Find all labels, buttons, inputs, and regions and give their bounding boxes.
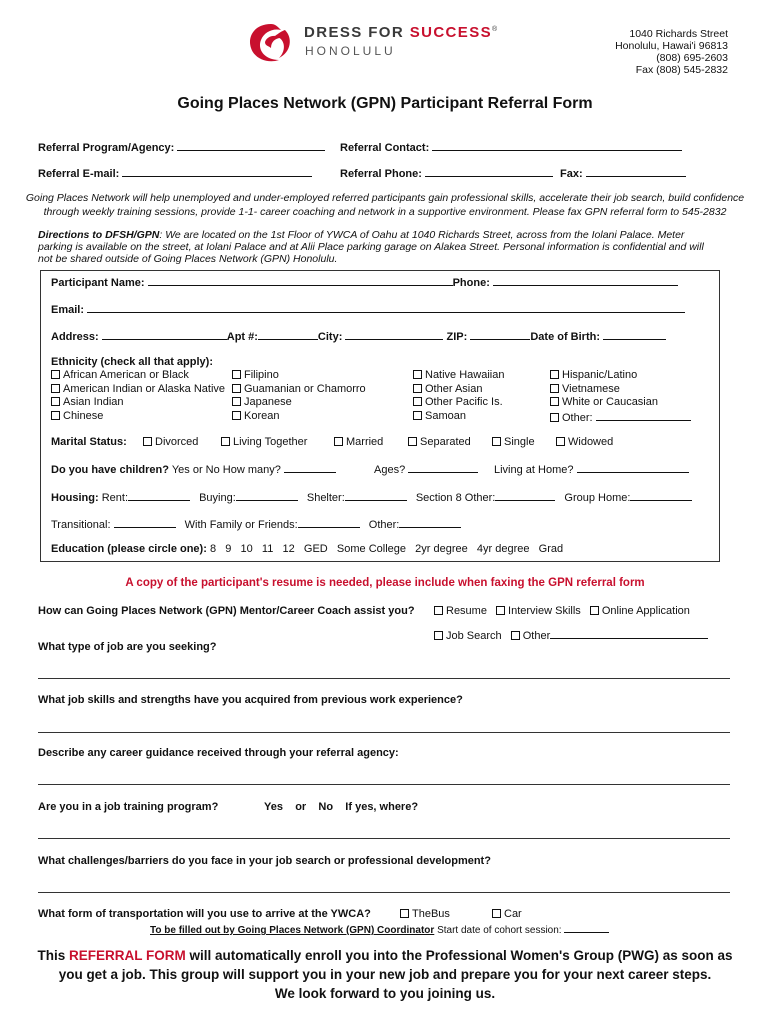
question-training: Are you in a job training program? [38, 801, 219, 813]
referral-program-field[interactable] [177, 140, 325, 151]
program-description-line-2: through weekly training sessions, provide 1-1- career coaching and network in a supportive environment. Please fax GPN referral form to 545-2832 [43, 206, 727, 218]
ethnicity-option[interactable]: African American or Black [51, 369, 225, 383]
with-family-label: With Family or Friends: [184, 519, 298, 531]
housing-other-field[interactable] [495, 490, 555, 501]
education-label: Education (please circle one): [51, 543, 207, 555]
housing-row [51, 490, 692, 504]
answer-line-training[interactable] [38, 838, 730, 839]
logo-wordmark [304, 24, 499, 41]
checkbox[interactable] [232, 370, 241, 379]
housing-rent-label: Rent: [101, 492, 129, 504]
living-home-label: Living at Home? [494, 464, 574, 476]
checkbox[interactable] [590, 606, 599, 615]
checkbox[interactable] [492, 909, 501, 918]
ethnicity-option[interactable]: Samoan [413, 410, 504, 424]
transport-option-car[interactable]: Car [492, 908, 522, 920]
assist-option-other[interactable]: Other [511, 630, 709, 642]
transitional-label: Transitional: [51, 519, 111, 531]
program-description-line-1: Going Places Network will help unemployed and under-employed referred participants gain professional skills, accelerate their job search, build confidence [25, 192, 745, 204]
zip-field[interactable] [470, 329, 530, 340]
answer-line-career-guidance[interactable] [38, 784, 730, 785]
ethnicity-column-4 [550, 369, 691, 425]
ethnicity-option[interactable]: Other: [550, 410, 691, 426]
transitional-row [51, 517, 461, 531]
checkbox[interactable] [511, 631, 520, 640]
registered-mark: ® [492, 26, 499, 33]
referral-email-row [38, 166, 312, 180]
zip-label: ZIP: [446, 331, 468, 343]
checkbox[interactable] [232, 411, 241, 420]
assist-options-row-1 [434, 605, 690, 617]
apt-label: Apt #: [226, 331, 258, 343]
checkbox[interactable] [334, 437, 343, 446]
assist-option-resume[interactable]: Resume [434, 605, 487, 617]
coordinator-row [150, 923, 609, 936]
footer-text-3: We look forward to you joining us. [274, 986, 496, 1001]
children-label: Do you have children? [51, 464, 169, 476]
living-home-field[interactable] [577, 462, 689, 473]
ethnicity-option[interactable]: American Indian or Alaska Native [51, 383, 225, 397]
start-date-field[interactable] [564, 923, 609, 933]
checkbox[interactable] [556, 437, 565, 446]
start-date-label: Start date of cohort session: [437, 925, 562, 936]
education-row [51, 543, 563, 555]
ages-row [374, 462, 478, 476]
participant-phone-label: Phone: [452, 277, 490, 289]
marital-option-single[interactable]: Single [492, 436, 535, 448]
assist-options-row-2 [434, 628, 708, 642]
ethnicity-option[interactable]: Native Hawaiian [413, 369, 504, 383]
referral-fax-field[interactable] [586, 166, 686, 177]
housing-rent-field[interactable] [128, 490, 190, 501]
referral-contact-row [340, 140, 682, 154]
directions-text: : We are located on the 1st Floor of YWCA of Oahu at 1040 Richards Street, across from the Iolani Palace. Meter parking is available on the street, at Iolani Palace and at Alii Place parking garage on Alakea Street. Personal information is confidential and will not be shared outside of Going Places Network (GPN) Honolulu. [38, 229, 704, 265]
housing-other2-label: Other: [368, 519, 400, 531]
how-many-field[interactable] [284, 462, 336, 473]
housing-other2-field[interactable] [399, 517, 461, 528]
logo-subtitle: HONOLULU [305, 44, 396, 58]
referral-contact-field[interactable] [432, 140, 682, 151]
children-yes-no[interactable]: Yes or No [171, 464, 220, 476]
referral-fax-row [560, 166, 686, 180]
city-label: City: [317, 331, 343, 343]
training-answer[interactable]: Yes or No If yes, where? [264, 801, 419, 813]
referral-program-row [38, 140, 325, 154]
checkbox[interactable] [51, 411, 60, 420]
checkbox[interactable] [550, 397, 559, 406]
referral-phone-row [340, 166, 553, 180]
participant-address-row [51, 329, 666, 343]
education-options[interactable]: 8 9 10 11 12 GED Some College 2yr degree 4yr degree Grad [209, 543, 564, 555]
address-label: Address: [51, 331, 99, 343]
referral-email-label: Referral E-mail: [38, 168, 120, 180]
marital-option-widowed[interactable]: Widowed [556, 436, 613, 448]
ethnicity-column-2 [232, 369, 366, 423]
with-family-field[interactable] [298, 517, 360, 528]
checkbox[interactable] [408, 437, 417, 446]
marital-status-label: Marital Status: [51, 436, 127, 448]
directions-paragraph [38, 229, 718, 265]
program-description [0, 191, 770, 219]
ethnicity-option[interactable]: White or Caucasian [550, 396, 691, 410]
assist-question: How can Going Places Network (GPN) Mentor/Career Coach assist you? [38, 605, 415, 617]
resume-note: A copy of the participant's resume is needed, please include when faxing the GPN referral form [125, 577, 645, 589]
ethnicity-option[interactable]: Hispanic/Latino [550, 369, 691, 383]
dob-label: Date of Birth: [530, 331, 601, 343]
referral-phone-label: Referral Phone: [340, 168, 422, 180]
checkbox[interactable] [434, 606, 443, 615]
marital-option-separated[interactable]: Separated [408, 436, 471, 448]
housing-group-home-label: Group Home: [564, 492, 631, 504]
housing-shelter-label: Shelter: [306, 492, 345, 504]
ethnicity-option[interactable]: Filipino [232, 369, 366, 383]
assist-option-job-search[interactable]: Job Search [434, 630, 502, 642]
ages-label: Ages? [374, 464, 406, 476]
checkbox[interactable] [413, 370, 422, 379]
question-job-skills: What job skills and strengths have you acquired from previous work experience? [38, 694, 463, 706]
checkbox[interactable] [221, 437, 230, 446]
children-row [51, 462, 336, 476]
footer-text-1: This [37, 948, 69, 963]
participant-name-field[interactable] [148, 275, 453, 286]
referral-email-field[interactable] [122, 166, 312, 177]
address-phone: (808) 695-2603 [656, 52, 728, 64]
checkbox[interactable] [232, 384, 241, 393]
ethnicity-option[interactable]: Other Pacific Is. [413, 396, 504, 410]
ethnicity-other-field[interactable] [596, 410, 691, 421]
address-fax: Fax (808) 545-2832 [635, 64, 728, 76]
participant-phone-field[interactable] [493, 275, 678, 286]
marital-option-married[interactable]: Married [334, 436, 383, 448]
directions-label: Directions to DFSH/GPN [38, 229, 160, 241]
transitional-field[interactable] [114, 517, 176, 528]
assist-option-online-application[interactable]: Online Application [590, 605, 690, 617]
checkbox[interactable] [550, 384, 559, 393]
housing-buying-field[interactable] [236, 490, 298, 501]
participant-email-label: Email: [51, 304, 85, 316]
checkbox[interactable] [413, 411, 422, 420]
ages-field[interactable] [408, 462, 478, 473]
ethnicity-option[interactable]: Guamanian or Chamorro [232, 383, 366, 397]
ethnicity-option[interactable]: Japanese [232, 396, 366, 410]
how-many-label: How many? [222, 464, 281, 476]
participant-email-row [51, 302, 685, 316]
logo-text-dress-for: DRESS FOR [304, 24, 410, 41]
answer-line-challenges[interactable] [38, 892, 730, 893]
referral-program-label: Referral Program/Agency: [38, 142, 175, 154]
referral-fax-label: Fax: [560, 168, 583, 180]
checkbox[interactable] [51, 397, 60, 406]
checkbox[interactable] [413, 384, 422, 393]
logo-text-success: SUCCESS [409, 24, 493, 41]
ethnicity-option[interactable]: Other Asian [413, 383, 504, 397]
address-street: 1040 Richards Street [629, 28, 728, 40]
checkbox[interactable] [492, 437, 501, 446]
marital-option-divorced[interactable]: Divorced [143, 436, 198, 448]
apt-field[interactable] [258, 329, 318, 340]
checkbox[interactable] [550, 413, 559, 422]
checkbox[interactable] [51, 384, 60, 393]
ethnicity-column-1 [51, 369, 225, 423]
checkbox[interactable] [400, 909, 409, 918]
checkbox[interactable] [413, 397, 422, 406]
question-career-guidance: Describe any career guidance received through your referral agency: [38, 747, 399, 759]
footer-message [0, 946, 770, 1003]
checkbox[interactable] [550, 370, 559, 379]
checkbox[interactable] [232, 397, 241, 406]
dress-for-success-logo-icon [245, 20, 297, 66]
ethnicity-option[interactable]: Vietnamese [550, 383, 691, 397]
checkbox[interactable] [51, 370, 60, 379]
transport-option-thebus[interactable]: TheBus [400, 908, 450, 920]
city-field[interactable] [345, 329, 443, 340]
housing-section8-label[interactable]: Section 8 [415, 492, 462, 504]
question-transportation: What form of transportation will you use to arrive at the YWCA? [38, 908, 371, 920]
answer-line-job-skills[interactable] [38, 732, 730, 733]
participant-name-row [51, 275, 678, 289]
coordinator-label: To be filled out by Going Places Network (GPN) Coordinator [150, 925, 435, 936]
organization-address [615, 28, 728, 76]
assist-other-field[interactable] [550, 628, 708, 639]
footer-highlight: REFERRAL FORM [68, 948, 186, 963]
housing-label: Housing: [51, 492, 99, 504]
referral-contact-label: Referral Contact: [340, 142, 430, 154]
referral-phone-field[interactable] [425, 166, 553, 177]
page-title: Going Places Network (GPN) Participant Referral Form [177, 95, 593, 112]
checkbox[interactable] [434, 631, 443, 640]
assist-option-interview[interactable]: Interview Skills [496, 605, 581, 617]
dob-field[interactable] [603, 329, 666, 340]
housing-group-home-field[interactable] [630, 490, 692, 501]
ethnicity-option[interactable]: Asian Indian [51, 396, 225, 410]
footer-text-2: will automatically enroll you into the Professional Women's Group (PWG) as soon as you get a job. This group will support you in your new job and prepare you for your next career steps. [58, 948, 733, 982]
housing-other-label: Other: [464, 492, 496, 504]
living-home-row [494, 462, 689, 476]
checkbox[interactable] [143, 437, 152, 446]
marital-option-living-together[interactable]: Living Together [221, 436, 307, 448]
question-job-type: What type of job are you seeking? [38, 641, 217, 653]
participant-email-field[interactable] [87, 302, 685, 313]
ethnicity-option[interactable]: Chinese [51, 410, 225, 424]
address-field[interactable] [102, 329, 227, 340]
ethnicity-label: Ethnicity (check all that apply): [51, 356, 213, 368]
housing-buying-label: Buying: [199, 492, 236, 504]
address-city: Honolulu, Hawai'i 96813 [615, 40, 728, 52]
ethnicity-option[interactable]: Korean [232, 410, 366, 424]
housing-shelter-field[interactable] [345, 490, 407, 501]
checkbox[interactable] [496, 606, 505, 615]
answer-line-job-type[interactable] [38, 678, 730, 679]
ethnicity-column-3 [413, 369, 504, 423]
question-challenges: What challenges/barriers do you face in your job search or professional development? [38, 855, 491, 867]
participant-name-label: Participant Name: [51, 277, 145, 289]
